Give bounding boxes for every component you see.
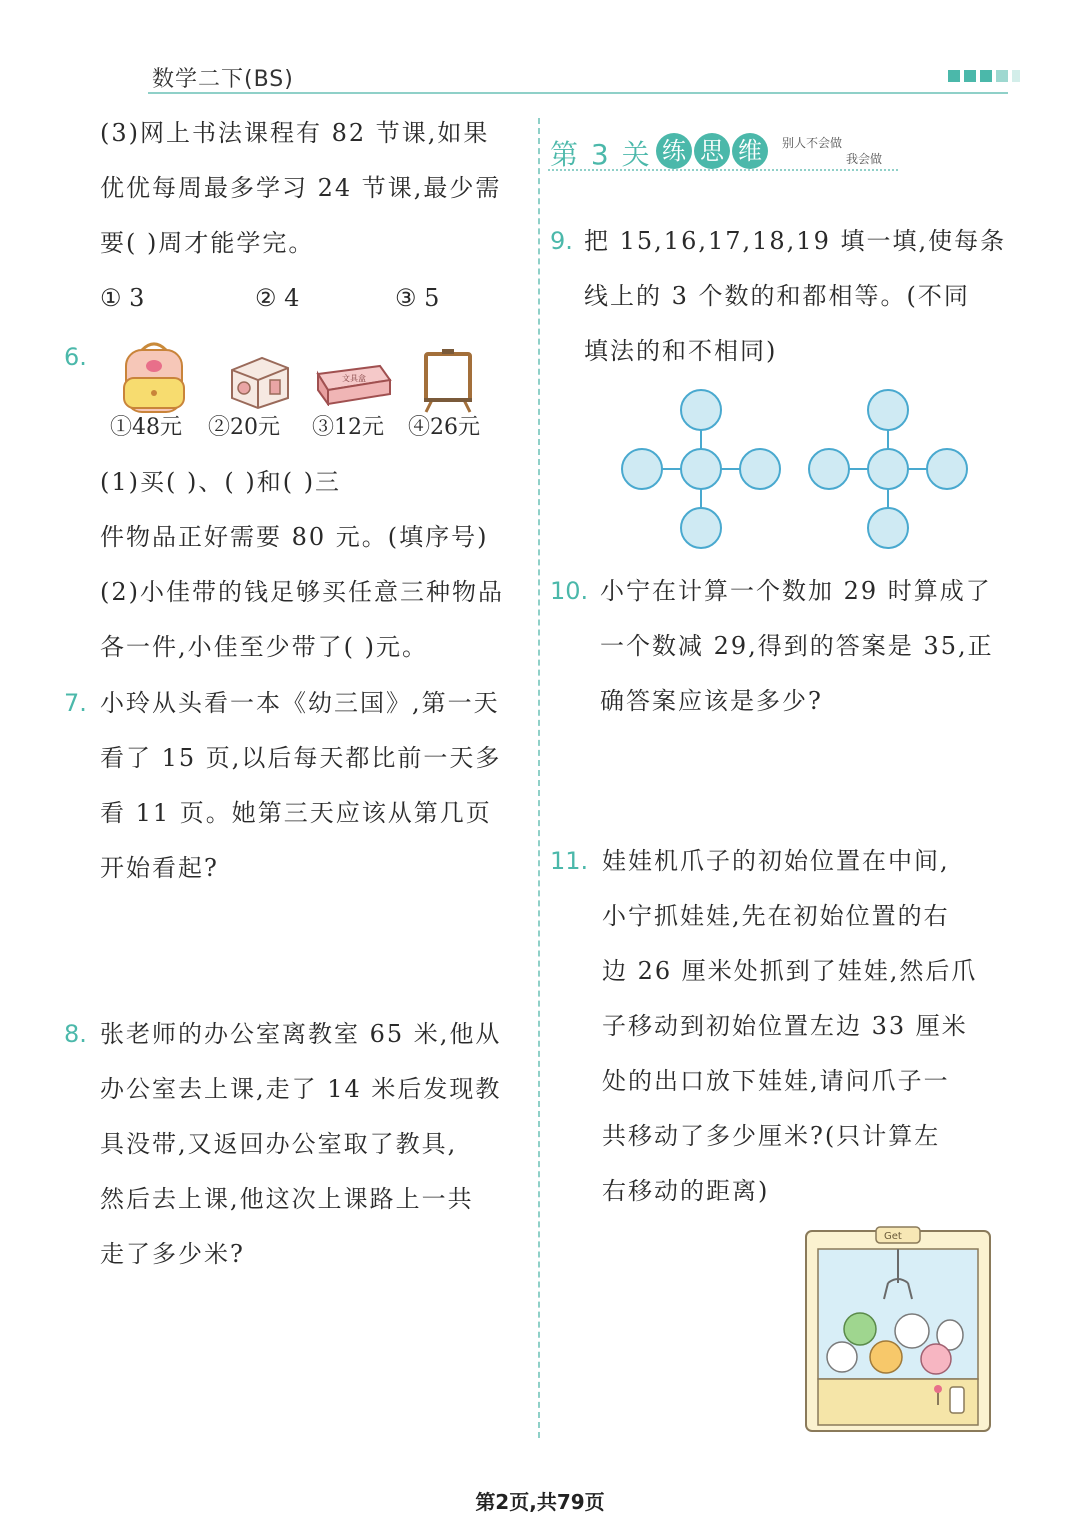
q6-number: 6. bbox=[64, 343, 87, 371]
q10-number: 10. bbox=[550, 577, 589, 605]
q8-number: 8. bbox=[64, 1020, 87, 1048]
badge-char-3: 维 bbox=[732, 133, 768, 169]
blank-circle bbox=[681, 449, 721, 489]
q11-line-2: 小宁抓娃娃,先在初始位置的右 bbox=[602, 902, 950, 930]
q10-line-3: 确答案应该是多少? bbox=[600, 687, 823, 715]
q10-line-1: 小宁在计算一个数加 29 时算成了 bbox=[600, 577, 992, 605]
blank-circle bbox=[622, 449, 662, 489]
q5-3-line-1: (3)网上书法课程有 82 节课,如果 bbox=[100, 119, 490, 147]
blank-circle bbox=[868, 449, 908, 489]
column-divider bbox=[538, 118, 540, 1438]
q6-line-1: (1)买( )、( )和( )三 bbox=[100, 468, 342, 496]
machine-sign-text: Get bbox=[884, 1231, 902, 1242]
q6-line-4: 各一件,小佳至少带了( )元。 bbox=[100, 633, 428, 661]
header-rule bbox=[148, 92, 1008, 94]
q8-line-5: 走了多少米? bbox=[100, 1240, 245, 1268]
cross-figure-2 bbox=[809, 390, 967, 548]
cross-figure-1 bbox=[622, 390, 780, 548]
q9-line-2: 线上的 3 个数的和都相等。(不同 bbox=[584, 282, 970, 310]
q5-3-line-2: 优优每周最多学习 24 节课,最少需 bbox=[100, 174, 502, 202]
blank-circle bbox=[681, 508, 721, 548]
q8-line-4: 然后去上课,他这次上课路上一共 bbox=[100, 1185, 474, 1213]
q6-price-4: ④26元 bbox=[408, 415, 480, 440]
q7-line-1: 小玲从头看一本《幼三国》,第一天 bbox=[100, 689, 500, 717]
page-header-title: 数学二下(BS) bbox=[152, 67, 294, 92]
pencil-box-icon bbox=[314, 362, 394, 406]
q8-line-1: 张老师的办公室离教室 65 米,他从 bbox=[100, 1020, 502, 1048]
pencil-sharpener-icon bbox=[222, 350, 298, 412]
pencil-box-label: 文具盒 bbox=[342, 374, 366, 383]
q9-line-1: 把 15,16,17,18,19 填一填,使每条 bbox=[584, 227, 1007, 255]
q11-line-1: 娃娃机爪子的初始位置在中间, bbox=[602, 847, 950, 875]
number-cross-diagram bbox=[610, 380, 990, 560]
q6-price-2: ②20元 bbox=[208, 415, 280, 440]
blank-circle bbox=[927, 449, 967, 489]
q7-line-2: 看了 15 页,以后每天都比前一天多 bbox=[100, 744, 502, 772]
badge-char-2: 思 bbox=[694, 133, 730, 169]
claw-machine-illustration bbox=[800, 1225, 996, 1437]
badge-slogan-2: 我会做 bbox=[846, 152, 883, 166]
q7-number: 7. bbox=[64, 689, 87, 717]
q9-number: 9. bbox=[550, 227, 573, 255]
blank-circle bbox=[740, 449, 780, 489]
drawing-board-icon bbox=[420, 348, 476, 414]
q5-3-option-1: ① 3 bbox=[100, 284, 145, 312]
q11-line-4: 子移动到初始位置左边 33 厘米 bbox=[602, 1012, 968, 1040]
blank-circle bbox=[681, 390, 721, 430]
q11-line-5: 处的出口放下娃娃,请问爪子一 bbox=[602, 1067, 950, 1095]
q8-line-2: 办公室去上课,走了 14 米后发现教 bbox=[100, 1075, 502, 1103]
page-counter: 第2页,共79页 bbox=[475, 1490, 605, 1514]
q6-line-2: 件物品正好需要 80 元。(填序号) bbox=[100, 523, 489, 551]
q6-line-3: (2)小佳带的钱足够买任意三种物品 bbox=[100, 578, 504, 606]
header-decoration bbox=[948, 70, 1020, 82]
q11-number: 11. bbox=[550, 847, 589, 875]
q5-3-option-2: ② 4 bbox=[255, 284, 300, 312]
badge-underline bbox=[548, 169, 898, 171]
q7-line-4: 开始看起? bbox=[100, 854, 219, 882]
badge-slogan-1: 别人不会做 bbox=[782, 136, 843, 150]
badge-char-1: 练 bbox=[656, 133, 692, 169]
q11-line-7: 右移动的距离) bbox=[602, 1177, 770, 1205]
q11-line-6: 共移动了多少厘米?(只计算左 bbox=[602, 1122, 941, 1150]
backpack-icon bbox=[114, 338, 194, 416]
q6-price-3: ③12元 bbox=[312, 415, 384, 440]
q7-line-3: 看 11 页。她第三天应该从第几页 bbox=[100, 799, 492, 827]
q11-line-3: 边 26 厘米处抓到了娃娃,然后爪 bbox=[602, 957, 978, 985]
q9-line-3: 填法的和不相同) bbox=[584, 337, 778, 365]
q10-line-2: 一个数减 29,得到的答案是 35,正 bbox=[600, 632, 994, 660]
blank-circle bbox=[868, 390, 908, 430]
q5-3-line-3: 要( )周才能学完。 bbox=[100, 229, 315, 257]
blank-circle bbox=[809, 449, 849, 489]
q5-3-option-3: ③ 5 bbox=[395, 284, 440, 312]
level-label: 第 3 关 bbox=[550, 138, 652, 171]
q6-price-1: ①48元 bbox=[110, 415, 182, 440]
q8-line-3: 具没带,又返回办公室取了教具, bbox=[100, 1130, 458, 1158]
blank-circle bbox=[868, 508, 908, 548]
